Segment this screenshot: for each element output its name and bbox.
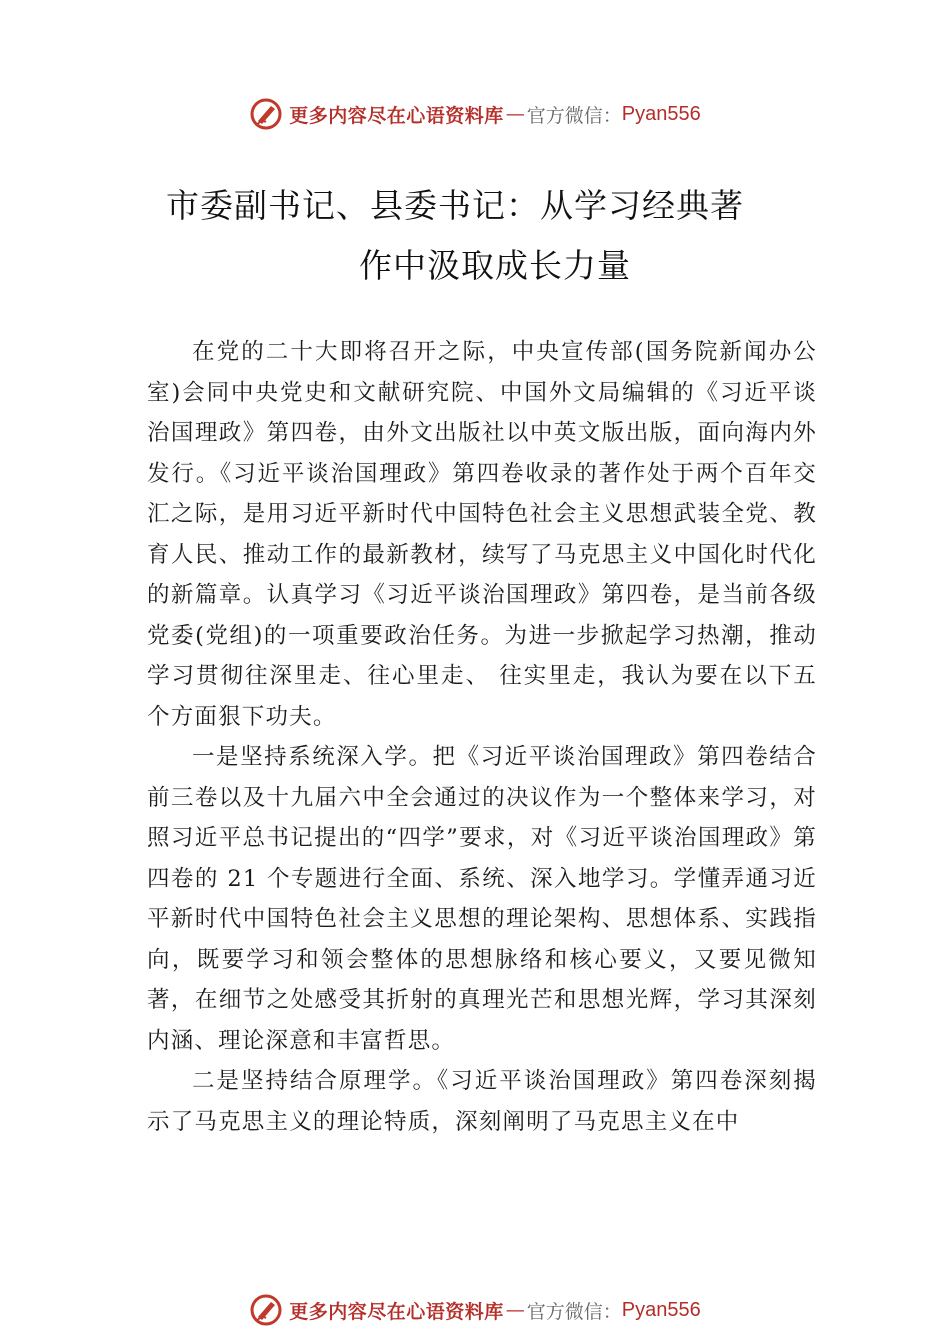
paragraph-3: 二是坚持结合原理学。《习近平谈治国理政》第四卷深刻揭示了马克思主义的理论特质，深刻阐明了马克思主义在中 [147,1068,817,1135]
watermark-brand: 更多内容尽在心语资料库 [289,104,504,127]
pen-logo-icon [249,1293,283,1327]
watermark-label: 官方微信： [526,1300,622,1323]
pen-logo-icon [249,97,283,131]
watermark-label: 官方微信： [526,104,622,127]
paragraph-2: 一是坚持系统深入学。把《习近平谈治国理政》第四卷结合前三卷以及十九届六中全会通过的决议作为一个整体来学习，对照习近平总书记提出的“四学”要求，对《习近平谈治国理政》第四卷的 21 个专题进行全面、系统、深入地学习。学懂弄通习近平新时代中国特色社会主义思想的理论架构、思想体系、实践指向，既要学习和领会整体的思想脉络和核心要义，又要见微知著，在细节之处感受其折射的真理光芒和思想光辉，学习其深刻内涵、理论深意和丰富哲思。 [147,744,817,1054]
paragraph-1: 在党的二十大即将召开之际，中央宣传部(国务院新闻办公室)会同中央党史和文献研究院、中国外文局编辑的《习近平谈治国理政》第四卷，由外文出版社以中英文版出版，面向海内外发行。《习近平谈治国理政》第四卷收录的著作处于两个百年交汇之际，是用习近平新时代中国特色社会主义思想武装全党、教育人民、推动工作的最新教材，续写了马克思主义中国化时代化的新篇章。认真学习《习近平谈治国理政》第四卷，是当前各级党委(党组)的一项重要政治任务。为进一步掀起学习热潮，推动学习贯彻往深里走、往心里走、 往实里走，我认为要在以下五个方面狠下功夫。 [147,339,817,730]
header-watermark [0,94,950,134]
watermark-wechat-id: Pyan556 [621,1298,701,1321]
title-line-2: 作中汲取成长力量 [359,246,631,285]
title-line-1: 市委副书记、县委书记：从学习经典著 [166,186,744,225]
watermark-separator: — [505,103,525,125]
watermark-wechat-id: Pyan556 [621,102,701,125]
watermark-brand: 更多内容尽在心语资料库 [289,1300,504,1323]
footer-watermark [0,1290,950,1330]
watermark-separator: — [505,1299,525,1321]
document-body [147,332,817,1142]
